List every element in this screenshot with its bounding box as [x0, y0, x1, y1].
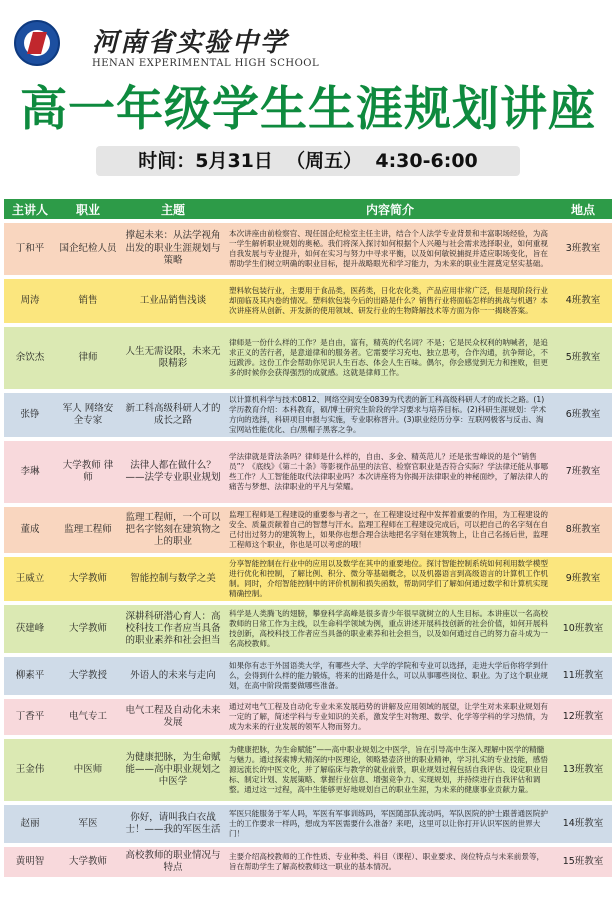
job-cell: 监理工程师 — [56, 507, 120, 553]
topic-cell: 工业品销售浅谈 — [120, 279, 226, 323]
description-cell: 军医只能服务于军人吗，军医有军事训练吗，军医随部队流动吗，军队医院的护士跟普通医院护士的工作要求一样吗，想成为军医需要什么准备？来吧，这里可以让你打开认识军医的世界大门！ — [226, 805, 554, 843]
job-cell: 大学教师 — [56, 847, 120, 877]
topic-cell: 深耕科研潜心育人：高校科技工作者应当具备的职业素养和社会担当 — [120, 605, 226, 653]
speaker-cell: 余饮杰 — [4, 327, 56, 389]
description-cell: 主要介绍高校教师的工作性质、专业种类、科目（课程）、职业要求、岗位特点与未来前景等，旨在帮助学生了解高校教师这一职业的基本情况。 — [226, 847, 554, 877]
job-cell: 军人 网络安全专家 — [56, 393, 120, 437]
job-cell: 大学教授 — [56, 657, 120, 695]
room-cell: 6班教室 — [554, 393, 612, 437]
column-header-job: 职业 — [56, 199, 120, 219]
topic-cell: 法律人都在做什么？——法学专业职业规划 — [120, 441, 226, 503]
room-cell: 3班教室 — [554, 223, 612, 275]
header — [0, 0, 616, 78]
table-row — [4, 327, 612, 389]
table-row — [4, 739, 612, 801]
room-cell: 5班教室 — [554, 327, 612, 389]
speaker-cell: 李琳 — [4, 441, 56, 503]
topic-cell: 撑起未来：从法学视角出发的职业生涯规划与策略 — [120, 223, 226, 275]
table-row — [4, 847, 612, 877]
room-cell: 15班教室 — [554, 847, 612, 877]
table-row — [4, 279, 612, 323]
job-cell: 大学教师 — [56, 557, 120, 601]
topic-cell: 新工科高级科研人才的成长之路 — [120, 393, 226, 437]
description-cell: 为健康把脉，为生命赋能”——高中职业规划之中医学，旨在引导高中生深入理解中医学的精髓与魅力。通过探索博大精深的中医理论，领略悬壶济世的职业精神，学习扎实的专业技能，感悟源远流长的中医文化，并了解临床与教学的就业前景，职业规划过程包括自我评估、设定职业目标、制定计划、发展策略、掌握行业信息、增强竞争力、实现规划，并持续进行自我评估和调整。通过这一过程，高中生能够更好地规划自己的职业生涯，为未来的健康事业贡献力量。 — [226, 739, 554, 801]
description-cell: 分享智能控制在行业中的应用以及数学在其中的重要地位。探讨智能控制系统如何利用数学模型进行优化和控制，了解比例、积分、微分等基础概念，以及机器语言到高级语言的计算机工作机制。同时，介绍智能控制中的评价机制和损失函数，帮助同学们了解如何通过数学和计算机实现精确控制。 — [226, 557, 554, 601]
topic-cell: 智能控制与数学之美 — [120, 557, 226, 601]
description-cell: 本次讲座由前检察官、现任国企纪检室主任主讲，结合个人法学专业背景和丰富职场经验，为高一学生解析职业规划的奥秘。我们将深入探讨如何根据个人兴趣与社会需求选择职业，如何重视自我发展与专业提升，如何在实习与努力中寻求平衡，以及如何敏锐捕捉并适应职场变化，旨在帮助学生们树立明确的职业目标，提升战略眼光和学习能力，为未来的职业生涯奠定坚实基础。 — [226, 223, 554, 275]
topic-cell: 外语人的未来与走向 — [120, 657, 226, 695]
table-header-row — [4, 199, 612, 219]
column-header-topic: 主题 — [120, 199, 226, 219]
room-cell: 11班教室 — [554, 657, 612, 695]
description-cell: 律师是一份什么样的工作？是自由，富有，精英的代名词？不是；它是民众权利的呐喊者，是追求正义的苦行者，是意道律和的服务者。它需要学习充电、独立思考，合作沟通，抗争辩论，不远跋涉。这份工作会帮助你见识人生百态、体会人生百味。偶尔，你会感觉到无力和挫败，但更多的时候你会获得强烈的成就感。这就是律师工作。 — [226, 327, 554, 389]
description-cell: 科学是人类腾飞的翅膀，攀登科学高峰是很多青少年很早就树立的人生目标。本讲座以一名高校教师的日常工作为主线，以生命科学领域为例，重点讲述开展科技创新的社会价值，如何开展科技创新，高校科技工作者应当具备的职业素养和社会担当，以及如何通过自己的努力奋斗成为一名高校教师。 — [226, 605, 554, 653]
description-cell: 监理工程师是工程建设的重要参与者之一，在工程建设过程中发挥着重要的作用，为工程建设的安全、质量贡献着自己的智慧与汗水。监理工程师在工程建设完成后，可以把自己的名字刻在自己付出过努力的建筑物上，如果你也想合理合法地把名字刻在建筑物上，让自己名扬后世，监理工程师这个职业，你也是可以考虑的哦！ — [226, 507, 554, 553]
table-row — [4, 223, 612, 275]
table-row — [4, 393, 612, 437]
table-row — [4, 657, 612, 695]
description-cell: 如果你有志于外国语类大学，有哪些大学、大学的学院和专业可以选择，走进大学后你将学到什么，会得到什么样的能力锻炼，将来的出路是什么，可以从事哪些岗位、职业。为了这个职业规划，在高中阶段需要做哪些准备。 — [226, 657, 554, 695]
school-emblem-icon — [14, 20, 60, 66]
speaker-cell: 王威立 — [4, 557, 56, 601]
room-cell: 8班教室 — [554, 507, 612, 553]
description-cell: 塑料软包装行业，主要用于食品类，医药类，日化农化类，产品应用非常广泛，但是现阶段行业却面临及其内卷的情况。塑料软包装今后的出路是什么？销售行业将面临怎样的挑战与机遇？本次讲座将从创新、开发新的使用领域、研发行业的生物降解技术等方面为你一一揭晓答案。 — [226, 279, 554, 323]
column-header-description: 内容简介 — [226, 199, 554, 219]
room-cell: 9班教室 — [554, 557, 612, 601]
topic-cell: 高校教师的职业情况与特点 — [120, 847, 226, 877]
job-cell: 国企纪检人员 — [56, 223, 120, 275]
description-cell: 以计算机科学与技术0812、网络空间安全0839为代表的新工科高级科研人才的成长之路。(1)学历教育介绍：本科教育，硕/博士研究生阶段的学习要求与培养目标。(2)科研生涯规划：学术方向的选择，科研项目申报与实施，专业职称晋升。(3)职业经历分享：互联网极客与反击、淘宝网站性能优化、白/黑帽子黑客之争。 — [226, 393, 554, 437]
table-row — [4, 507, 612, 553]
page-title: 高一年级学生生涯规划讲座 — [20, 82, 596, 137]
topic-cell: 监理工程师，一个可以把名字铭刻在建筑物之上的职业 — [120, 507, 226, 553]
job-cell: 军医 — [56, 805, 120, 843]
table-row — [4, 605, 612, 653]
job-cell: 大学教师 律师 — [56, 441, 120, 503]
speaker-cell: 丁和平 — [4, 223, 56, 275]
job-cell: 律师 — [56, 327, 120, 389]
school-name-en: HENAN EXPERIMENTAL HIGH SCHOOL — [92, 58, 320, 69]
room-cell: 13班教室 — [554, 739, 612, 801]
school-name-cn: 河南省实验中学 — [92, 28, 289, 58]
speaker-cell: 董成 — [4, 507, 56, 553]
table-row — [4, 441, 612, 503]
speaker-cell: 王金伟 — [4, 739, 56, 801]
table-row — [4, 557, 612, 601]
event-time: 时间：5月31日 （周五） 4:30-6:00 — [96, 146, 520, 176]
speaker-cell: 张铮 — [4, 393, 56, 437]
room-cell: 4班教室 — [554, 279, 612, 323]
job-cell: 电气专工 — [56, 699, 120, 735]
description-cell: 学法律就是背法条吗？律师是什么样的，自由、多金、精英范儿？还是张雪峰说的是个“销售员”？《底线》《第二十条》等影视作品里的法官、检察官职业是否符合实际？学法律还能从事哪些工作？人工智能能取代法律职业吗？本次讲座将为你揭开法律职业的神秘面纱，了解法律人的痛苦与梦想、法律职业的平凡与荣耀。 — [226, 441, 554, 503]
job-cell: 中医师 — [56, 739, 120, 801]
speaker-cell: 茯建峰 — [4, 605, 56, 653]
speaker-cell: 丁香平 — [4, 699, 56, 735]
speaker-cell: 周涛 — [4, 279, 56, 323]
lecture-schedule-table — [4, 195, 612, 881]
column-header-room: 地点 — [554, 199, 612, 219]
column-header-speaker: 主讲人 — [4, 199, 56, 219]
job-cell: 销售 — [56, 279, 120, 323]
job-cell: 大学教师 — [56, 605, 120, 653]
topic-cell: 你好，请叫我白衣战士！——我的军医生活 — [120, 805, 226, 843]
speaker-cell: 赵丽 — [4, 805, 56, 843]
topic-cell: 人生无需设限，未来无限精彩 — [120, 327, 226, 389]
room-cell: 10班教室 — [554, 605, 612, 653]
table-row — [4, 805, 612, 843]
room-cell: 14班教室 — [554, 805, 612, 843]
speaker-cell: 黄明智 — [4, 847, 56, 877]
topic-cell: 为健康把脉，为生命赋能——高中职业规划之中医学 — [120, 739, 226, 801]
speaker-cell: 柳素平 — [4, 657, 56, 695]
description-cell: 通过对电气工程及自动化专业未来发展趋势的讲解及应用领域的展望，让学生对未来职业规划有一定的了解，简述学科与专业知识的关系，激发学生对物理、数学、化学等学科的学习热情，为成为未来的行业发展的领军人物而努力。 — [226, 699, 554, 735]
room-cell: 7班教室 — [554, 441, 612, 503]
room-cell: 12班教室 — [554, 699, 612, 735]
table-row — [4, 699, 612, 735]
topic-cell: 电气工程及自动化未来发展 — [120, 699, 226, 735]
